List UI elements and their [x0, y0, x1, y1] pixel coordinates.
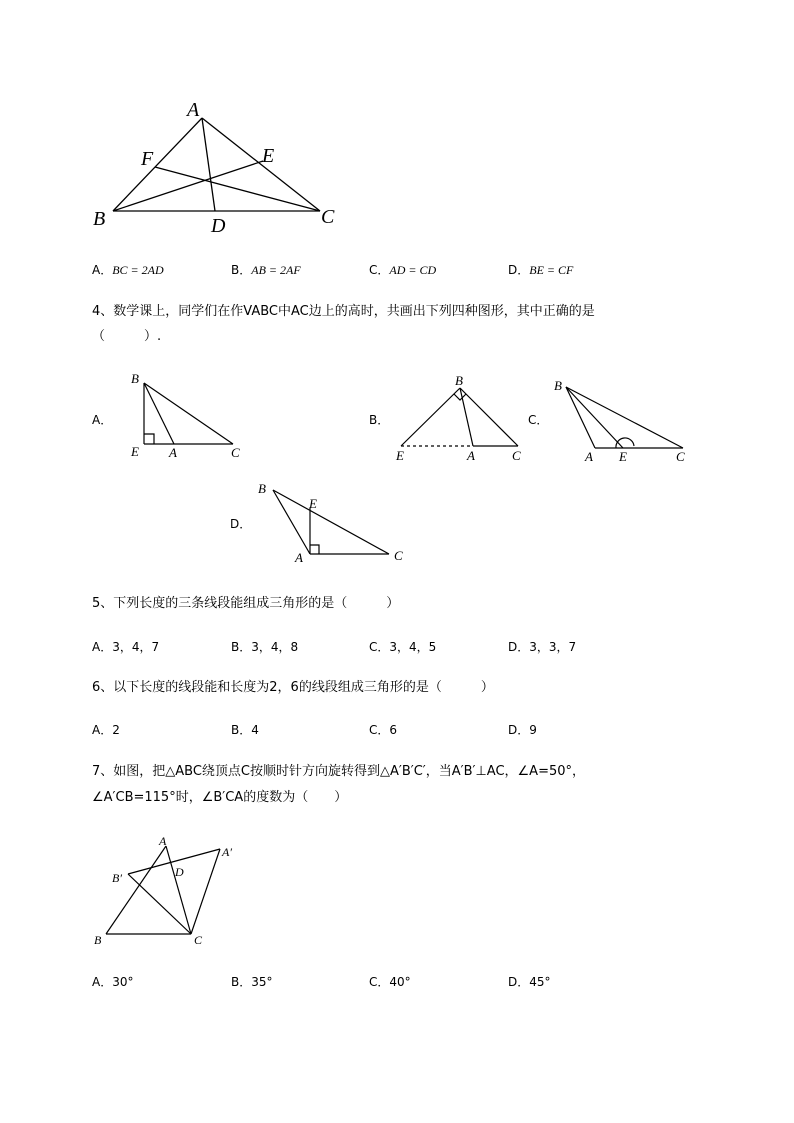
q4-figure-c [550, 372, 695, 472]
q3-label-d: D [211, 215, 226, 237]
q3-option-b-expr: AB = 2AF [251, 263, 301, 277]
q4a-label-e: E [131, 444, 139, 459]
q7-label-b-prime: B′ [112, 871, 122, 885]
q3-option-c-expr: AD = CD [389, 263, 437, 277]
q6-option-c[interactable]: C．6 [369, 723, 398, 737]
q4a-label-c: C [231, 445, 240, 460]
q3-option-c[interactable] [369, 262, 436, 278]
q3-option-a[interactable] [92, 262, 164, 278]
q7-stem-line1: 7、如图，把△ABC绕顶点C按顺时针方向旋转得到△A′B′C′，当A′B′⊥AC，∠A=50°， [92, 764, 586, 779]
q4a-label-b: B [131, 371, 139, 386]
q5-option-a[interactable]: A．3，4，7 [92, 640, 160, 654]
q4b-label-b: B [455, 373, 463, 388]
q7-rotation-figure [88, 830, 258, 952]
q4-option-a-letter[interactable]: A． [92, 413, 113, 427]
q4d-label-c: C [394, 548, 403, 563]
q3-label-a: A [187, 99, 200, 121]
q3-option-d-expr: BE = CF [529, 263, 574, 277]
q4c-label-e: E [619, 449, 627, 464]
q7-stem-line2: ∠A′CB=115°时，∠B′CA的度数为（ ） [92, 790, 348, 805]
q4d-label-a: A [295, 550, 303, 565]
q4-option-b-letter[interactable]: B． [369, 413, 390, 427]
q4-figure-a [125, 368, 255, 468]
q4-figure-d [255, 478, 415, 568]
q7-label-b: B [94, 933, 102, 947]
q5-option-b[interactable]: B．3，4，8 [231, 640, 299, 654]
q3-option-b[interactable] [231, 262, 301, 278]
q4c-label-c: C [676, 449, 685, 464]
q4b-label-c: C [512, 448, 521, 463]
q3-label-f: F [141, 148, 154, 170]
q6-option-d[interactable]: D．9 [508, 723, 537, 737]
q4-figure-b [390, 370, 535, 470]
q7-option-d[interactable]: D．45° [508, 975, 551, 989]
q4a-label-a: A [169, 445, 177, 460]
q3-triangle-figure [85, 95, 355, 245]
q4d-label-e: E [309, 496, 317, 511]
q6-stem: 6、以下长度的线段能和长度为2，6的线段组成三角形的是（ ） [92, 680, 494, 695]
q4b-label-e: E [396, 448, 404, 463]
q5-option-c[interactable]: C．3，4，5 [369, 640, 437, 654]
q7-label-a-prime: A′ [222, 845, 232, 859]
q7-option-a[interactable]: A．30° [92, 975, 134, 989]
q7-label-d: D [175, 865, 184, 879]
q4-option-d-letter[interactable]: D． [230, 517, 252, 531]
q7-option-b[interactable]: B．35° [231, 975, 273, 989]
q4d-label-b: B [258, 481, 266, 496]
q4c-label-b: B [554, 378, 562, 393]
q6-option-b[interactable]: B．4 [231, 723, 259, 737]
q3-option-c-letter: C． [369, 263, 390, 277]
q4-stem-line2: （ ）. [92, 329, 162, 344]
q5-stem: 5、下列长度的三条线段能组成三角形的是（ ） [92, 596, 400, 611]
q3-label-e: E [262, 145, 275, 167]
q4-stem-line1: 4、数学课上，同学们在作VABC中AC边上的高时，共画出下列四种图形，其中正确的是 [92, 304, 595, 319]
q7-label-c: C [194, 933, 203, 947]
q3-option-d[interactable] [508, 262, 573, 278]
q4c-label-a: A [585, 449, 593, 464]
q4-option-c-letter[interactable]: C． [528, 413, 549, 427]
q3-label-c: C [321, 206, 335, 228]
q3-option-a-letter: A． [92, 263, 113, 277]
q7-option-c[interactable]: C．40° [369, 975, 411, 989]
q4b-label-a: A [467, 448, 475, 463]
q6-option-a[interactable]: A．2 [92, 723, 120, 737]
q7-label-a: A [159, 834, 167, 848]
q3-option-a-expr: BC = 2AD [112, 263, 164, 277]
q5-option-d[interactable]: D．3，3，7 [508, 640, 577, 654]
q3-label-b: B [93, 208, 106, 230]
q3-option-d-letter: D． [508, 263, 530, 277]
q3-option-b-letter: B． [231, 263, 252, 277]
